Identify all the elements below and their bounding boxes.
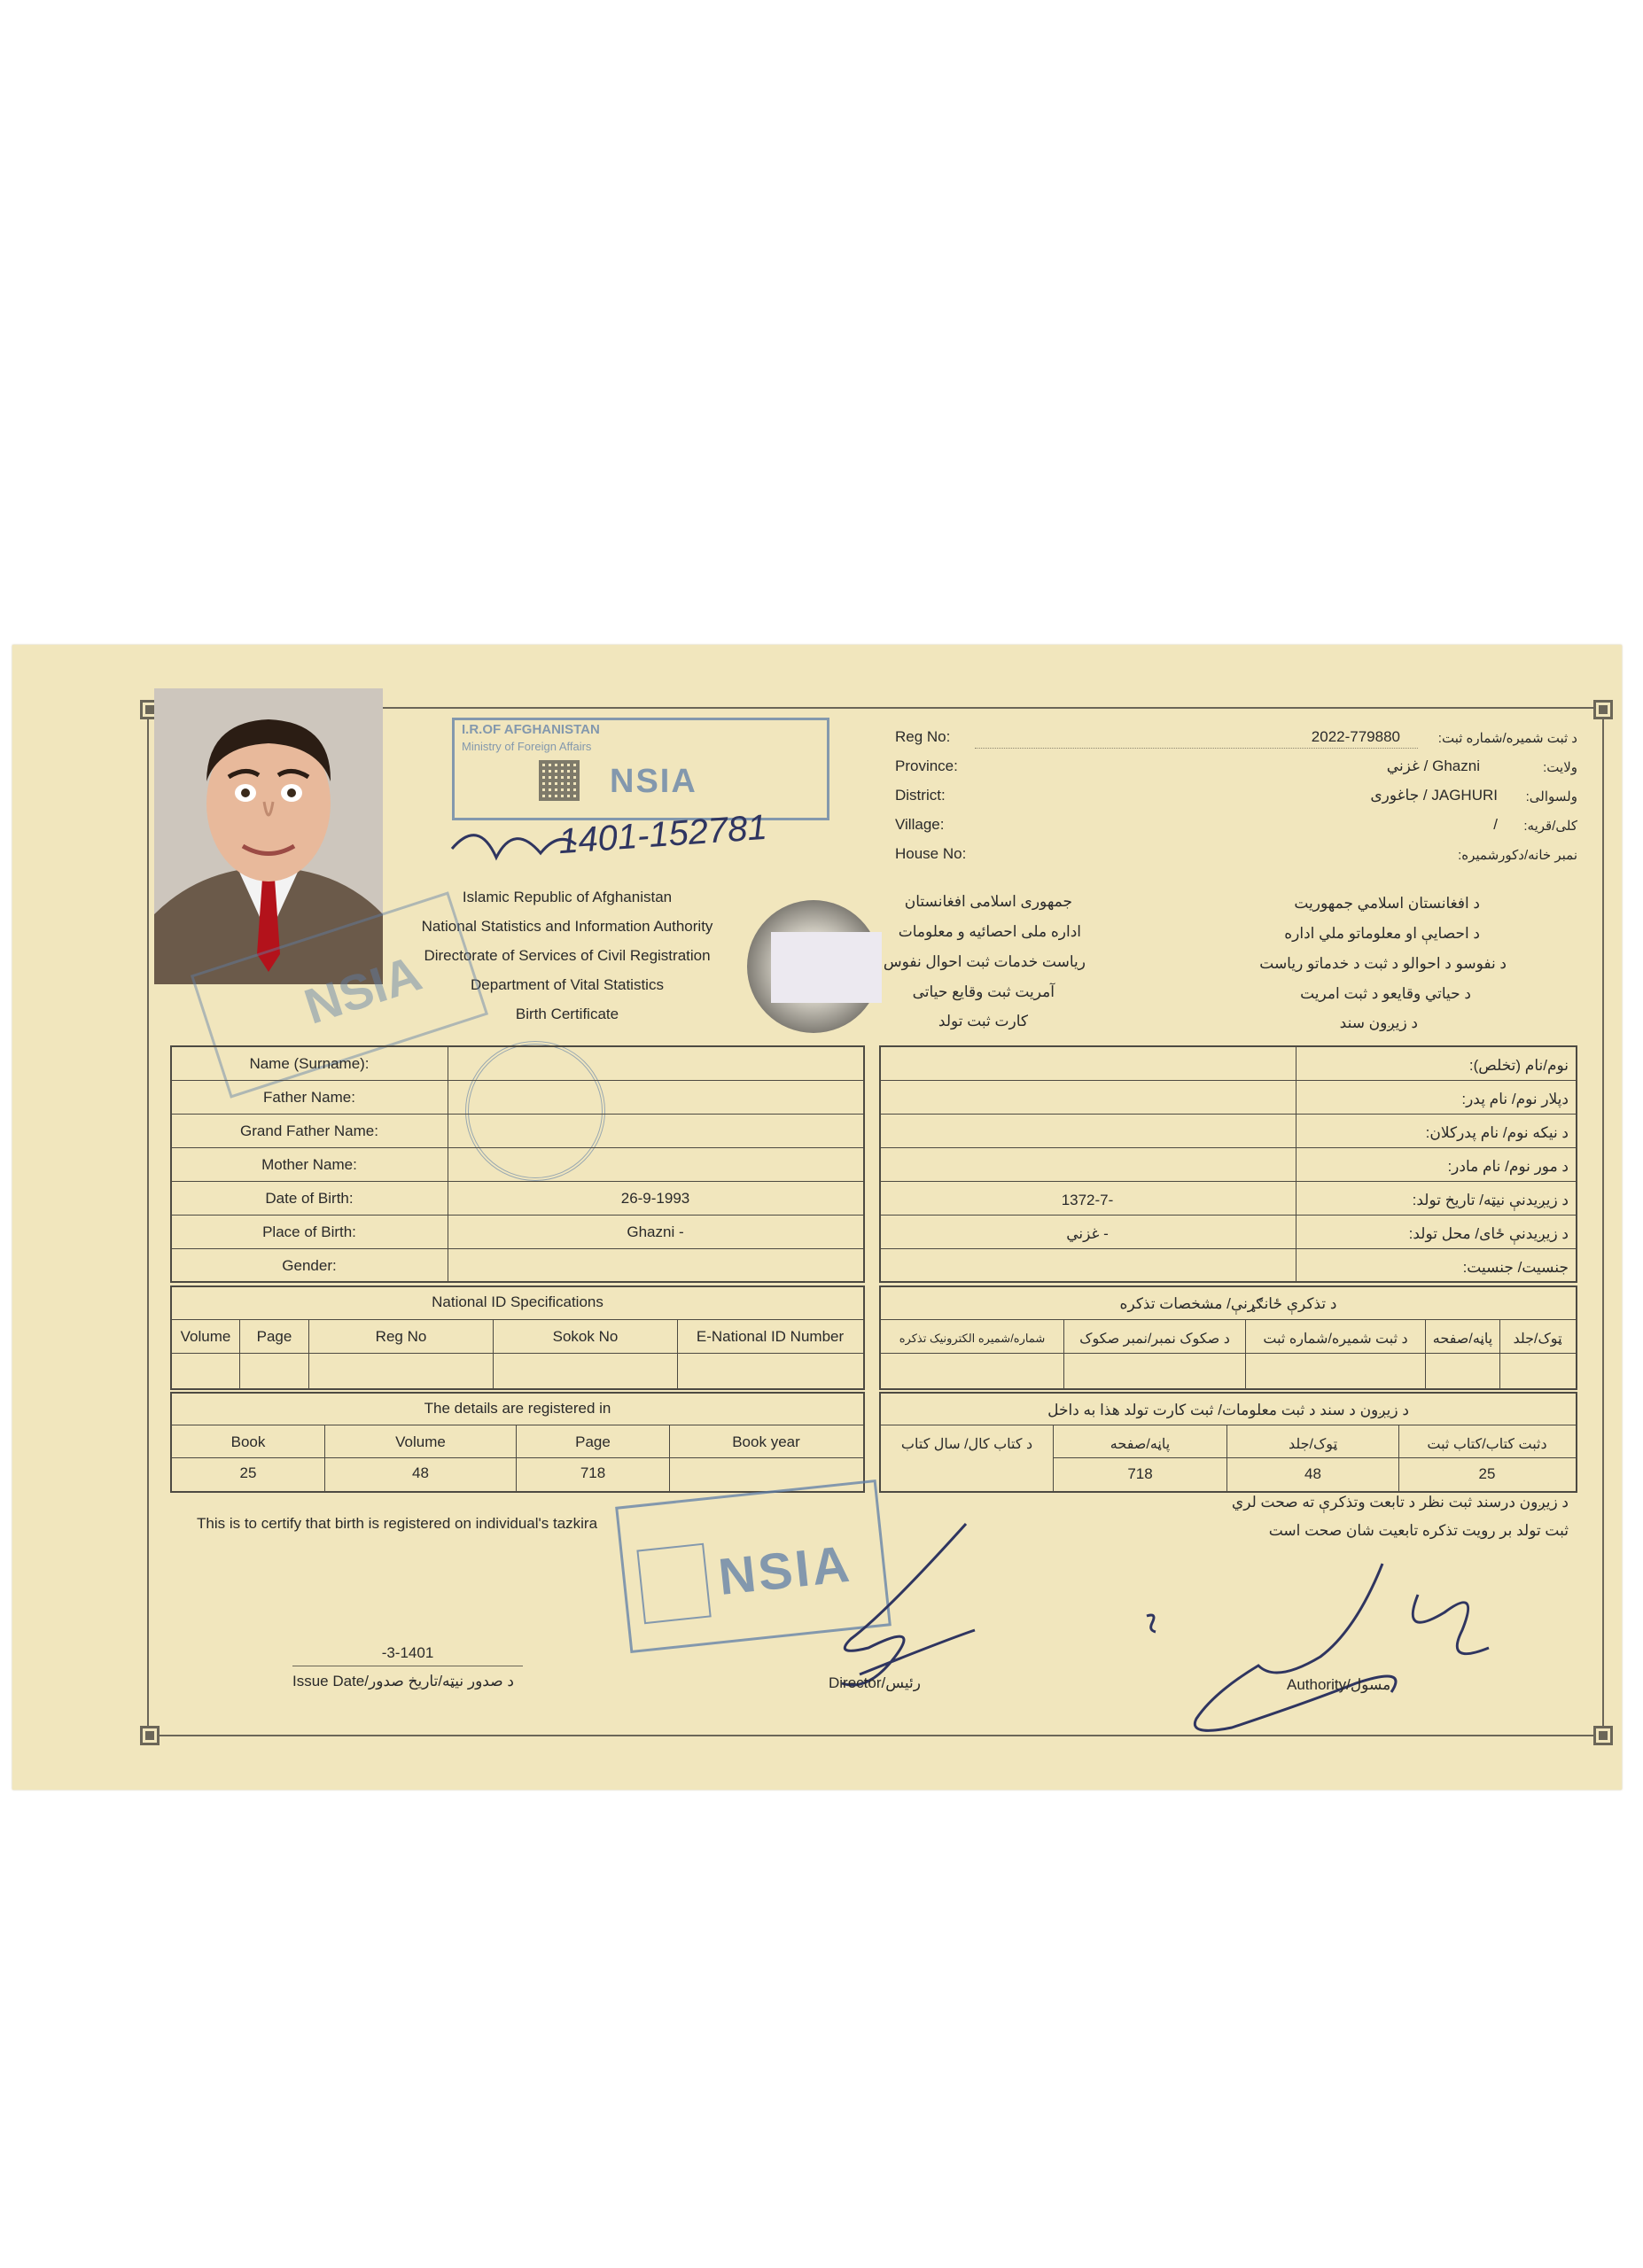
- pob-value: Ghazni -: [627, 1223, 684, 1240]
- divider: [975, 748, 1418, 749]
- district-label: District:: [895, 787, 946, 804]
- village-label: Village:: [895, 816, 945, 833]
- table-divider: [881, 1147, 1576, 1148]
- pashto-line: د احصایې او معلوماتو ملي اداره: [1284, 925, 1480, 942]
- issue-date-value: -3-1401: [381, 1644, 434, 1661]
- dob-value: 26-9-1993: [620, 1190, 690, 1207]
- emblem-icon: [636, 1543, 711, 1624]
- col-header: E-National ID Number: [696, 1328, 845, 1345]
- reg-no-value: 2022-779880: [1311, 728, 1400, 745]
- pob-value-ps: غزني -: [1066, 1225, 1109, 1242]
- gender-label-ps: جنسیت/ جنسیت:: [1462, 1259, 1569, 1276]
- certify-text-en: This is to certify that birth is registered on individual's tazkira: [197, 1515, 598, 1532]
- national-id-title-ps: د تذکرې ځانګړنې/ مشخصات تذکره: [1119, 1295, 1337, 1312]
- registration-title: The details are registered in: [424, 1400, 611, 1417]
- table-divider: [172, 1147, 863, 1148]
- village-label-ps: کلی/قریه:: [1523, 819, 1577, 834]
- table-divider: [881, 1080, 1576, 1081]
- col-header: Book year: [732, 1433, 800, 1450]
- dari-line: کارت ثبت تولد: [938, 1013, 1028, 1029]
- stamp-number: 1401-152781: [557, 807, 768, 862]
- corner-ornament: [1593, 1726, 1613, 1745]
- district-value: JAGHURI / جاغوری: [1370, 787, 1498, 804]
- mother-name-label-ps: د مور نوم/ نام مادر:: [1447, 1158, 1569, 1175]
- stamp-signature-icon: [443, 813, 585, 875]
- col-header-ps: ټوک/جلد: [1513, 1332, 1562, 1347]
- col-header: Volume: [395, 1433, 446, 1450]
- col-header: Sokok No: [552, 1328, 619, 1345]
- certify-text-ps1: د زیږون درسند ثبت نظر د تابعت وتذکرې ته صحت لري: [1231, 1494, 1569, 1511]
- authority-label: Authority/مسول: [1287, 1676, 1391, 1693]
- document-title: Birth Certificate: [515, 1006, 619, 1022]
- dob-label: Date of Birth:: [265, 1190, 354, 1207]
- col-header-ps: د ثبت شمیره/شماره ثبت: [1263, 1332, 1408, 1347]
- col-header: Reg No: [375, 1328, 427, 1345]
- col-header-ps: پاڼه/صفحه: [1110, 1437, 1171, 1452]
- page-value-ps: 718: [1127, 1465, 1153, 1482]
- table-divider: [881, 1353, 1576, 1354]
- table-divider: [172, 1080, 863, 1081]
- pashto-line: د زیږون سند: [1339, 1014, 1418, 1031]
- grandfather-name-label: Grand Father Name:: [240, 1122, 378, 1139]
- pob-label-ps: د زیږیدنې ځای/ محل تولد:: [1408, 1225, 1569, 1242]
- org-line: Department of Vital Statistics: [471, 976, 664, 993]
- org-line: Directorate of Services of Civil Registration: [424, 947, 711, 964]
- reg-no-label: Reg No:: [895, 728, 951, 745]
- page-value: 718: [580, 1464, 606, 1481]
- mother-name-label: Mother Name:: [261, 1156, 357, 1173]
- authority-signature-icon: [1179, 1559, 1507, 1745]
- table-divider: [881, 1215, 1576, 1216]
- col-header: Volume: [180, 1328, 231, 1345]
- province-label-ps: ولايت:: [1543, 760, 1577, 775]
- reg-no-label-ps: د ثبت شمیره/شماره ثبت:: [1437, 731, 1577, 746]
- qr-code-icon: [539, 760, 580, 801]
- col-header: Page: [256, 1328, 292, 1345]
- table-divider: [172, 1457, 863, 1458]
- col-header-ps: د کتاب کال/ سال کتاب: [900, 1437, 1033, 1452]
- district-label-ps: ولسوالی:: [1525, 789, 1577, 804]
- stamp-line1: I.R.OF AFGHANISTAN: [462, 722, 600, 737]
- table-divider: [172, 1248, 863, 1249]
- province-label: Province:: [895, 757, 958, 774]
- registration-title-ps: د زیږون د سند د ثبت معلومات/ ثبت کارت تولد هذا به داخل: [1047, 1402, 1409, 1418]
- pashto-line: د افغانستان اسلامي جمهوریت: [1294, 895, 1480, 912]
- org-line: Islamic Republic of Afghanistan: [462, 889, 673, 905]
- father-name-label: Father Name:: [263, 1089, 355, 1106]
- corner-ornament: [140, 1726, 160, 1745]
- stamp-nsia-rotated: NSIA: [297, 944, 428, 1035]
- dob-label-ps: د زیږیدنې نیټه/ تاریخ تولد:: [1412, 1192, 1569, 1208]
- redacted-block: [771, 932, 882, 1003]
- stamp-nsia: NSIA: [610, 763, 697, 800]
- table-divider: [881, 1181, 1576, 1182]
- col-header-ps: د صکوک نمبر/نمبر صکوک: [1079, 1332, 1230, 1347]
- village-value: /: [1493, 816, 1498, 833]
- table-divider: [881, 1248, 1576, 1249]
- book-value: 25: [239, 1464, 257, 1481]
- gender-label: Gender:: [282, 1257, 337, 1274]
- certify-text-ps2: ثبت تولد بر رویت تذکره تابعیت شان صحت است: [1268, 1522, 1569, 1539]
- table-divider: [172, 1181, 863, 1182]
- dari-line: ریاست خدمات ثبت احوال نفوس: [883, 953, 1086, 970]
- table-divider: [881, 1319, 1576, 1320]
- dob-value-ps: 1372-7-: [1061, 1192, 1114, 1208]
- table-divider: [1053, 1457, 1576, 1458]
- col-header-ps: شماره/شمیره الکترونیک تذکره: [899, 1332, 1046, 1345]
- name-label-ps: نوم/نام (تخلص):: [1468, 1057, 1569, 1074]
- pashto-line: د نفوسو د احوالو د ثبت د خدماتو ریاست: [1259, 955, 1507, 972]
- stamp-line2: Ministry of Foreign Affairs: [462, 740, 592, 753]
- dari-line: آمریت ثبت وقایع حیاتی: [912, 983, 1055, 1000]
- col-header-ps: ټوک/جلد: [1288, 1437, 1338, 1452]
- pashto-line: د حیاتي وقایعو د ثبت امریت: [1300, 985, 1471, 1002]
- issue-date-label: Issue Date/د صدور نیټه/تاریخ صدور: [292, 1673, 514, 1689]
- volume-value-ps: 48: [1304, 1465, 1321, 1482]
- table-divider: [172, 1215, 863, 1216]
- volume-value: 48: [412, 1464, 429, 1481]
- house-no-label-ps: نمبر خانه/دکورشمیره:: [1458, 848, 1577, 863]
- book-value-ps: 25: [1478, 1465, 1496, 1482]
- col-header: Page: [575, 1433, 611, 1450]
- table-divider: [172, 1353, 863, 1354]
- director-label: Director/رئیس: [829, 1674, 921, 1691]
- col-header: Book: [230, 1433, 266, 1450]
- org-line: National Statistics and Information Authority: [421, 918, 713, 935]
- stamp-nsia-bottom: NSIA: [715, 1534, 855, 1606]
- table-divider: [172, 1319, 863, 1320]
- dari-line: جمهوری اسلامی افغانستان: [904, 893, 1072, 910]
- national-id-title: National ID Specifications: [432, 1293, 603, 1310]
- name-label: Name (Surname):: [249, 1055, 370, 1072]
- grandfather-name-label-ps: د نیکه نوم/ نام پدرکلان:: [1425, 1124, 1569, 1141]
- father-name-label-ps: دپلار نوم/ نام پدر:: [1461, 1091, 1569, 1107]
- pob-label: Place of Birth:: [262, 1223, 356, 1240]
- province-value: Ghazni / غزني: [1386, 757, 1480, 774]
- ink-mark-icon: [1143, 1611, 1161, 1637]
- col-header-ps: دثبت کتاب/کتاب ثبت: [1427, 1437, 1547, 1452]
- dari-line: اداره ملی احصائیه و معلومات: [898, 923, 1081, 940]
- table-divider: [172, 1114, 863, 1115]
- table-divider: [881, 1114, 1576, 1115]
- corner-ornament: [1593, 700, 1613, 719]
- ministry-stamp: [452, 718, 829, 820]
- house-no-label: House No:: [895, 845, 967, 862]
- col-header-ps: پاڼه/صفحه: [1432, 1332, 1493, 1347]
